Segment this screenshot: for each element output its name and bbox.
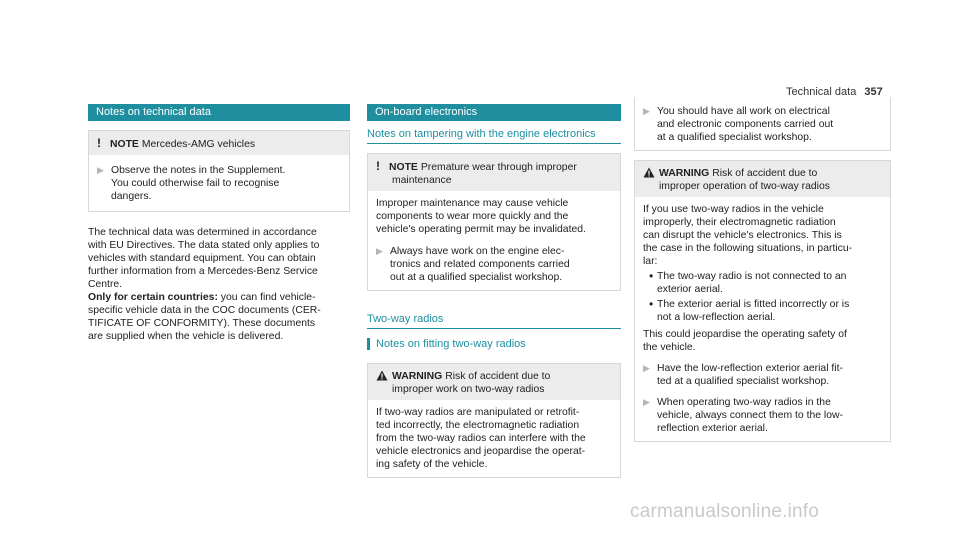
tampering-heading: Notes on tampering with the engine electronics	[367, 128, 621, 144]
warning-box-header	[635, 161, 890, 197]
step-line: out at a qualified specialist workshop.	[390, 272, 563, 283]
instruction-step	[643, 105, 882, 144]
body-line: This could jeopardise the operating safety of	[643, 329, 847, 340]
warning-box-body	[635, 197, 890, 441]
bullet-icon: •	[649, 269, 654, 283]
step-line: at a qualified specialist workshop.	[657, 132, 812, 143]
instruction-step	[97, 164, 341, 203]
section-title: Technical data	[786, 86, 857, 98]
body-line: components to wear more quickly and the	[376, 211, 569, 222]
warning-text: improper operation of two-way radios	[659, 181, 830, 192]
warning-word: WARNING	[392, 371, 443, 382]
list-item	[643, 270, 882, 296]
bullet-line: The exterior aerial is fitted incorrectly or is	[657, 299, 850, 310]
technical-data-paragraph	[88, 226, 350, 343]
body-line: improperly, their electromagnetic radiation	[643, 217, 836, 228]
step-arrow-icon: ▶	[643, 397, 650, 407]
warning-text: Risk of accident due to	[712, 168, 818, 179]
notice-word: NOTE	[110, 139, 139, 150]
warning-text: Risk of accident due to	[445, 371, 551, 382]
body-line: from the two-way radios can interfere with the	[376, 433, 586, 444]
body-line: the case in the following situations, in particu-	[643, 243, 853, 254]
notice-text: Premature wear through improper	[420, 162, 577, 173]
body-line: If two-way radios are manipulated or retrofit-	[376, 407, 580, 418]
body-line: vehicles with standard equipment. You can obtain	[88, 253, 316, 264]
step-arrow-icon: ▶	[643, 106, 650, 116]
body-line: with EU Directives. The data stated only applies to	[88, 240, 320, 251]
section-bar-technical-data: Notes on technical data	[88, 104, 350, 121]
step-line: ted at a qualified specialist workshop.	[657, 376, 830, 387]
step-arrow-icon: ▶	[376, 246, 383, 256]
body-line: If you use two-way radios in the vehicle	[643, 204, 824, 215]
step-line: You should have all work on electrical	[657, 106, 830, 117]
body-line: The technical data was determined in accordance	[88, 227, 317, 238]
body-line: vehicle's operating permit may be invalidated.	[376, 224, 586, 235]
fitting-heading-text: Notes on fitting two-way radios	[376, 338, 526, 350]
step-line: Have the low-reflection exterior aerial fit-	[657, 363, 843, 374]
body-fragment: you can find vehicle-	[217, 292, 316, 303]
column-2	[367, 104, 621, 478]
body-line: TIFICATE OF CONFORMITY). These documents	[88, 318, 316, 329]
bullet-line: The two-way radio is not connected to an	[657, 271, 847, 282]
step-arrow-icon: ▶	[97, 165, 104, 175]
continued-box-body	[635, 97, 890, 150]
continued-box	[634, 97, 891, 151]
body-line: are supplied when the vehicle is delivered.	[88, 331, 284, 342]
note-box-amg	[88, 130, 350, 212]
watermark: carmanualsonline.info	[630, 501, 820, 522]
instruction-step	[643, 396, 882, 435]
step-line: You could otherwise fail to recognise	[111, 178, 280, 189]
body-line: can disrupt the vehicle's electronics. This is	[643, 230, 842, 241]
warning-box-radios-operation	[634, 160, 891, 442]
notice-icon: !	[376, 159, 380, 173]
body-line: specific vehicle data in the COC documents (CER-	[88, 305, 321, 316]
body-line	[88, 291, 350, 304]
section-bar-onboard-electronics: On-board electronics	[367, 104, 621, 121]
column-3	[634, 97, 891, 442]
body-line: Improper maintenance may cause vehicle	[376, 198, 569, 209]
step-line: Always have work on the engine elec-	[390, 246, 565, 257]
warning-box-header	[368, 364, 620, 400]
column-1	[88, 104, 350, 343]
body-line: the vehicle.	[643, 342, 696, 353]
body-line: Centre.	[88, 279, 123, 290]
note-box-maintenance	[367, 153, 621, 291]
body-line: lar:	[643, 256, 658, 267]
body-line: vehicle electronics and jeopardise the operat-	[376, 446, 586, 457]
notice-text: Mercedes-AMG vehicles	[141, 139, 256, 150]
notice-icon: !	[97, 136, 101, 150]
fitting-heading	[367, 338, 621, 351]
step-line: When operating two-way radios in the	[657, 397, 831, 408]
page-number: 357	[864, 86, 883, 98]
radios-heading: Two-way radios	[367, 313, 621, 329]
bullet-line: exterior aerial.	[657, 284, 723, 295]
step-line: tronics and related components carried	[390, 259, 570, 270]
step-arrow-icon: ▶	[643, 363, 650, 373]
list-item	[643, 298, 882, 324]
step-line: reflection exterior aerial.	[657, 423, 768, 434]
note-box-body	[89, 155, 349, 211]
step-line: vehicle, always connect them to the low-	[657, 410, 843, 421]
warning-box-body	[368, 400, 620, 477]
step-line: dangers.	[111, 191, 152, 202]
warning-box-radios-work	[367, 363, 621, 478]
notice-word: NOTE	[389, 162, 418, 173]
warning-triangle-icon	[376, 370, 392, 396]
note-box-header	[89, 131, 349, 155]
bullet-icon: •	[649, 297, 654, 311]
notice-text: maintenance	[392, 175, 452, 186]
warning-text: improper work on two-way radios	[392, 384, 545, 395]
body-line: ted incorrectly, the electromagnetic radiation	[376, 420, 580, 431]
warning-triangle-icon	[643, 167, 659, 193]
step-line: Observe the notes in the Supplement.	[111, 165, 286, 176]
step-line: and electronic components carried out	[657, 119, 834, 130]
warning-word: WARNING	[659, 168, 710, 179]
instruction-step	[376, 245, 612, 284]
note-box-header	[368, 154, 620, 191]
note-box-body	[368, 191, 620, 290]
body-line: ing safety of the vehicle.	[376, 459, 488, 470]
bullet-line: not a low-reflection aerial.	[657, 312, 776, 323]
instruction-step	[643, 362, 882, 388]
body-line: further information from a Mercedes-Benz Service	[88, 266, 318, 277]
country-lead: Only for certain countries:	[88, 292, 218, 303]
heading-marker	[367, 338, 370, 350]
